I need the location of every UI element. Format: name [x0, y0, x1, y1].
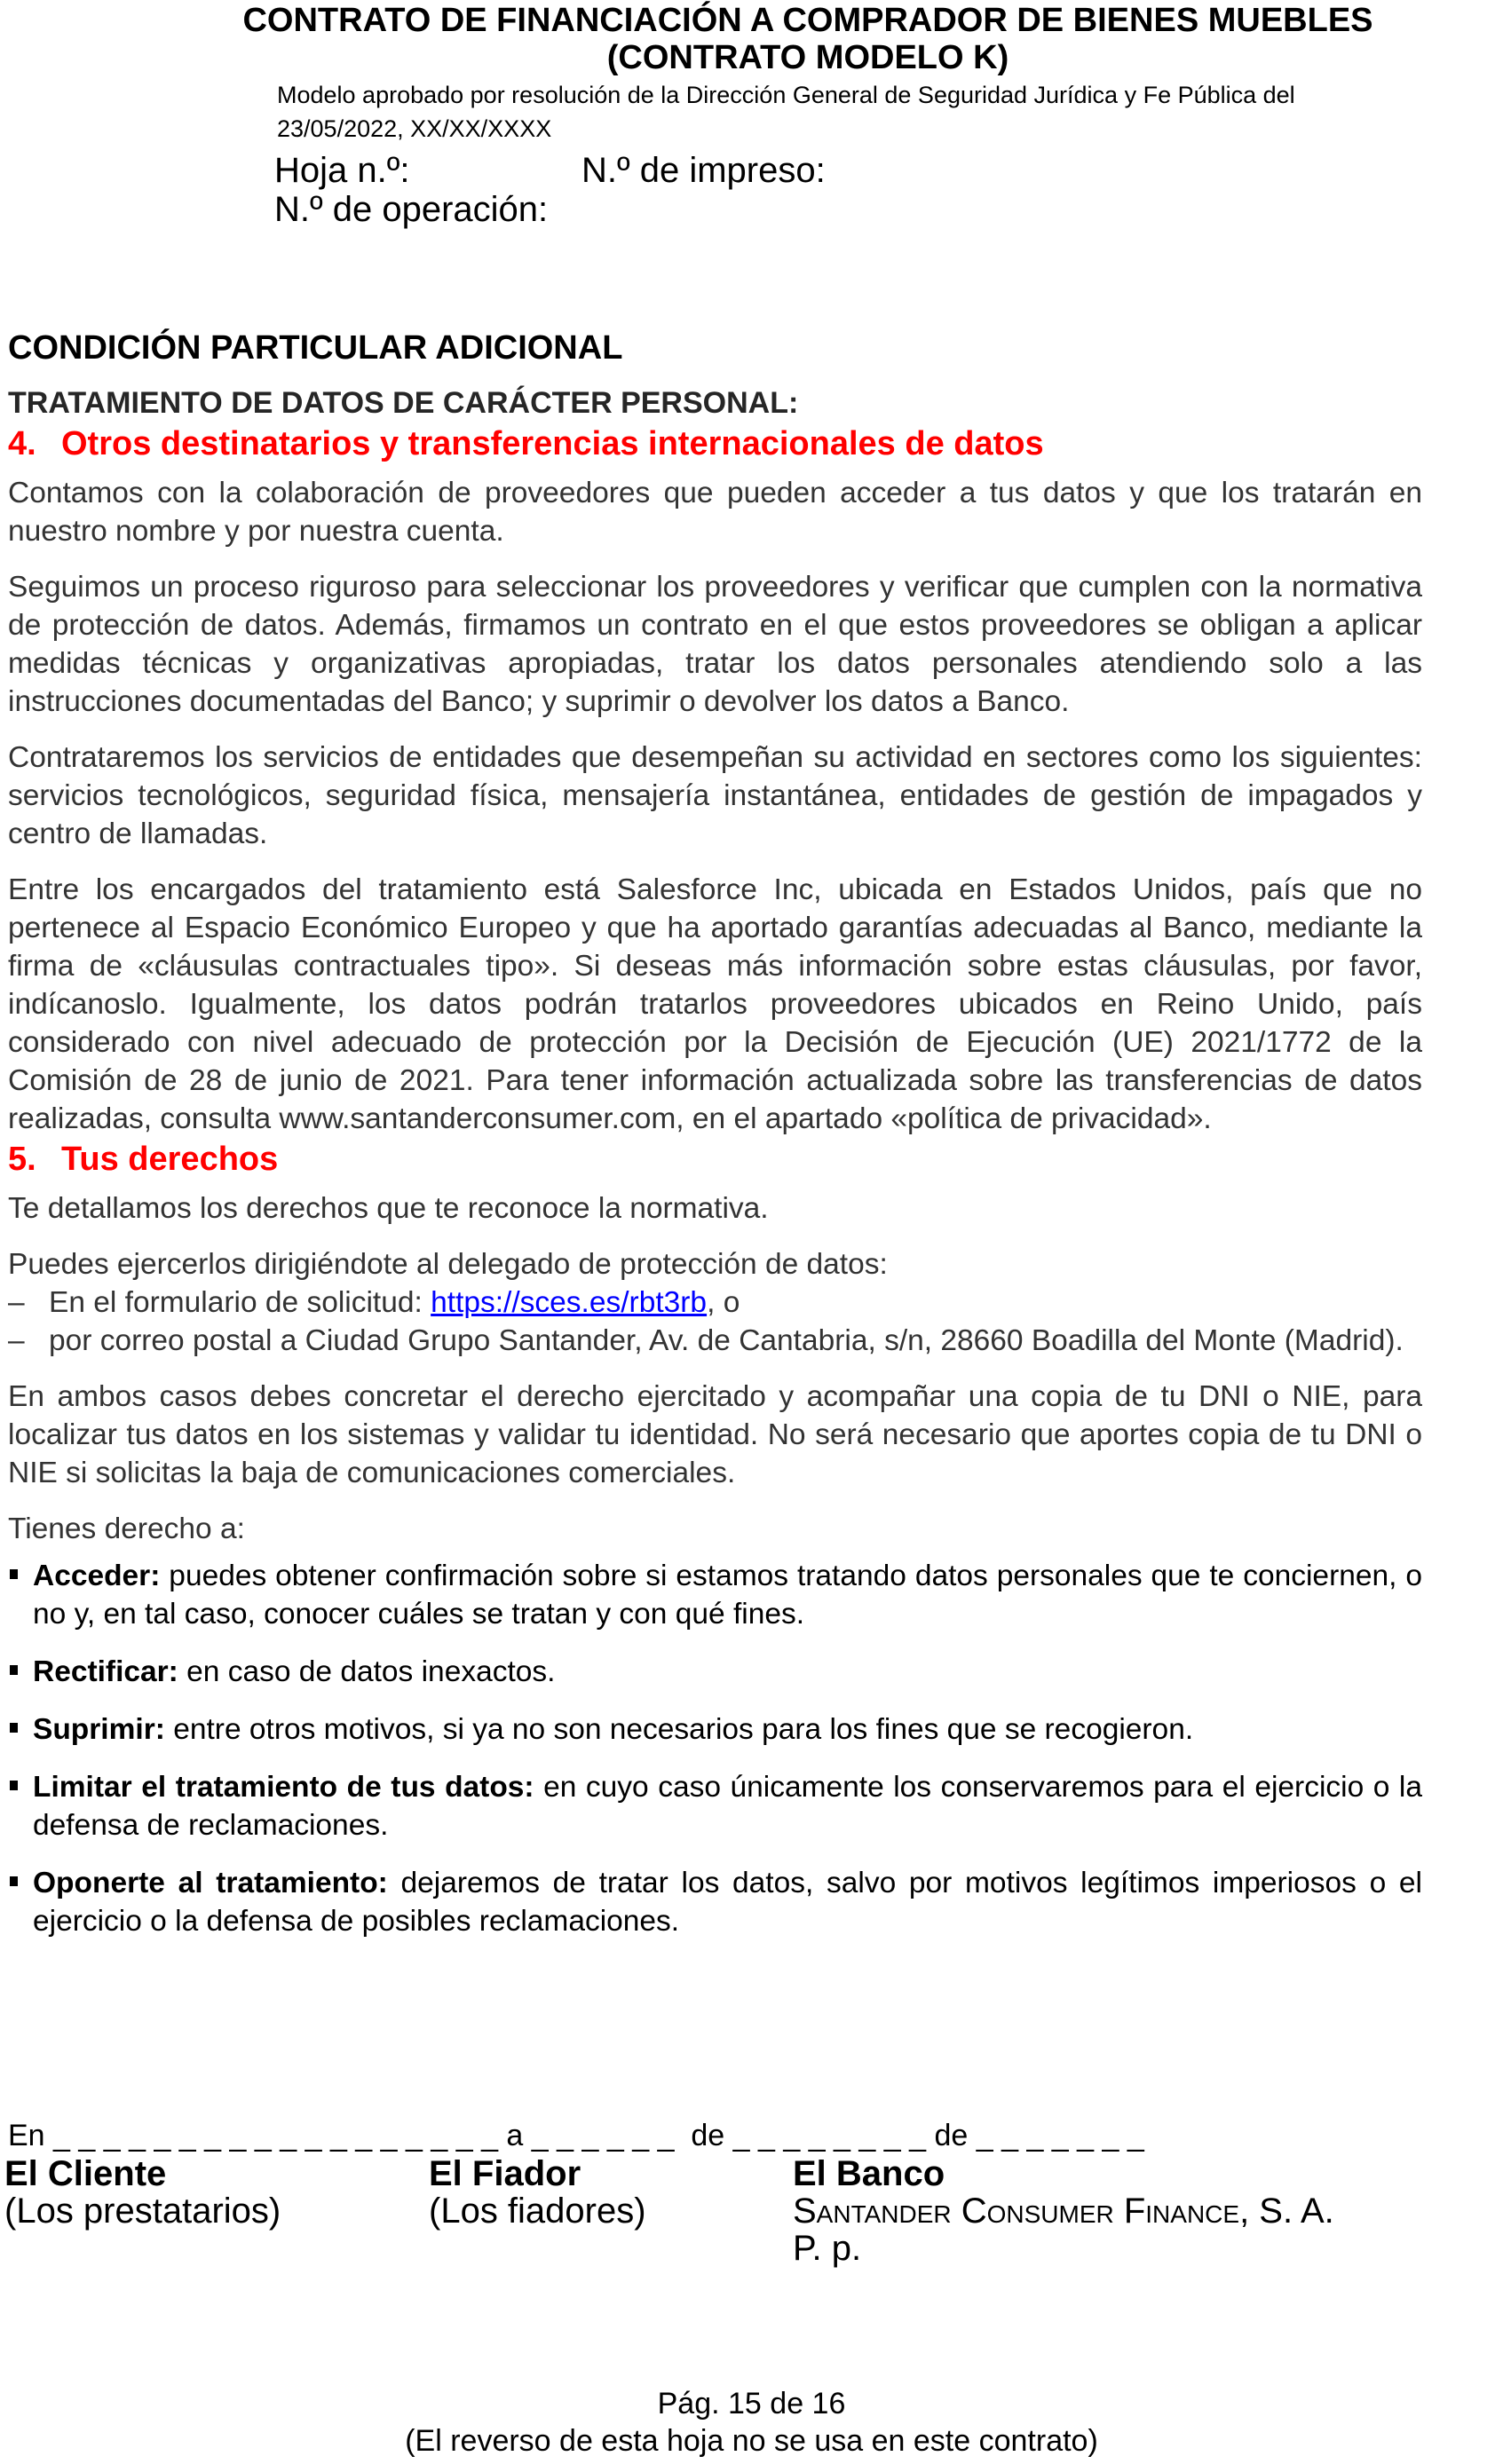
- signature-fiador: [429, 2155, 646, 2230]
- signature-banco: [793, 2155, 1494, 2267]
- reverse-note: (El reverso de esta hoja no se usa en este contrato): [405, 2424, 1098, 2458]
- section-4-paragraph: Entre los encargados del tratamiento está Salesforce Inc, ubicada en Estados Unidos, país que no pertenece al Espacio Económico Europeo y que ha aportado garantías adecuadas al Banco, mediante la firma de «cláusulas contractuales tipo». Si deseas más información sobre estas cláusulas, por favor, indícanoslo. Igualmente, los datos podrán tratarlos proveedores ubicados en Reino Unido, país considerado con nivel adecuado de protección por la Decisión de Ejecución (UE) 2021/1772 de la Comisión de 28 de junio de 2021. Para tener información actualizada sobre las transferencias de datos realizadas, consulta www.santanderconsumer.com, en el apartado «política de privacidad».: [8, 873, 1422, 1135]
- signature-role-cliente: El Cliente: [4, 2154, 167, 2193]
- section-4-heading: [8, 424, 1422, 463]
- right-description: en caso de datos inexactos.: [178, 1655, 556, 1688]
- document-body: [8, 328, 1422, 1960]
- signature-role-fiador: El Fiador: [429, 2154, 581, 2193]
- condicion-heading: CONDICIÓN PARTICULAR ADICIONAL: [8, 329, 623, 367]
- contact-method-post: [8, 1322, 1422, 1360]
- section-4-title: Otros destinatarios y transferencias internacionales de datos: [61, 425, 1044, 462]
- right-item-oponerte: [8, 1864, 1422, 1940]
- contact-intro: Puedes ejercerlos dirigiéndote al delegado de protección de datos:: [8, 1248, 888, 1281]
- section-4-paragraph: Seguimos un proceso riguroso para seleccionar los proveedores y verificar que cumplen con la normativa de protección de datos. Además, firmamos un contrato en el que estos proveedores se obligan a aplicar medidas técnicas y organizativas apropiadas, tratar los datos personales atendiendo solo a las instrucciones documentadas del Banco; y suprimir o devolver los datos a Banco.: [8, 571, 1422, 718]
- bank-name: Santander Consumer Finance, S. A.: [793, 2192, 1334, 2231]
- right-term: Rectificar:: [33, 1655, 178, 1688]
- contact-form-label: En el formulario de solicitud:: [49, 1286, 431, 1319]
- tratamiento-heading: TRATAMIENTO DE DATOS DE CARÁCTER PERSONAL:: [8, 386, 799, 420]
- contact-methods-list: [8, 1283, 1422, 1360]
- right-item-rectificar: [8, 1653, 1422, 1691]
- operacion-field-label: N.º de operación:: [274, 190, 549, 229]
- right-item-acceder: [8, 1557, 1422, 1633]
- signature-role-banco: El Banco: [793, 2154, 945, 2193]
- section-5-heading: [8, 1140, 1422, 1179]
- square-bullet-icon: [10, 1665, 18, 1675]
- signature-sub-cliente: (Los prestatarios): [4, 2192, 281, 2231]
- section-4-paragraph: Contrataremos los servicios de entidades que desempeñan su actividad en sectores como los siguientes: servicios tecnológicos, seguridad física, mensajería instantánea, entidades de gestión de impagados y centro de llamadas.: [8, 741, 1422, 850]
- contact-method-form: [8, 1283, 1422, 1322]
- section-5-title: Tus derechos: [61, 1141, 279, 1178]
- impreso-field-label: N.º de impreso:: [581, 151, 826, 190]
- section-5-number: 5.: [8, 1141, 36, 1178]
- right-term: Suprimir:: [33, 1713, 165, 1746]
- right-description: entre otros motivos, si ya no son necesarios para los fines que se recogieron.: [164, 1713, 1194, 1746]
- place-date-line: En _ _ _ _ _ _ _ _ _ _ _ _ _ _ _ _ _ _ a _ _ _ _ _ _ de _ _ _ _ _ _ _ _ de _ _ _ _ _ _ _: [8, 2119, 1144, 2152]
- requirements-paragraph: En ambos casos debes concretar el derecho ejercitado y acompañar una copia de tu DNI o NIE, para localizar tus datos en los sistemas y validar tu identidad. No será necesario que aportes copia de tu DNI o NIE si solicitas la baja de comunicaciones comerciales.: [8, 1380, 1422, 1489]
- postal-address: por correo postal a Ciudad Grupo Santander, Av. de Cantabria, s/n, 28660 Boadilla del Monte (Madrid).: [49, 1324, 1404, 1357]
- rights-list-intro: Tienes derecho a:: [8, 1512, 245, 1545]
- right-term: Acceder:: [33, 1560, 161, 1592]
- signature-sub-fiador: (Los fiadores): [429, 2192, 646, 2231]
- right-term: Oponerte al tratamiento:: [33, 1867, 388, 1899]
- document-title-line-2: (CONTRATO MODELO K): [606, 39, 1009, 76]
- square-bullet-icon: [10, 1723, 18, 1733]
- contact-form-suffix: , o: [707, 1286, 740, 1319]
- rights-intro: Te detallamos los derechos que te reconoce la normativa.: [8, 1192, 769, 1225]
- right-description: puedes obtener confirmación sobre si estamos tratando datos personales que te conciernen, o no y, en tal caso, conocer cuáles se tratan y con qué fines.: [33, 1560, 1422, 1631]
- signature-cliente: [4, 2155, 281, 2230]
- hoja-field-label: Hoja n.º:: [274, 151, 410, 190]
- document-title-line-1: CONTRATO DE FINANCIACIÓN A COMPRADOR DE BIENES MUEBLES: [242, 2, 1373, 39]
- approval-note-line-1: Modelo aprobado por resolución de la Dirección General de Seguridad Jurídica y Fe Pública del: [277, 82, 1295, 108]
- page-number: Pág. 15 de 16: [657, 2387, 846, 2421]
- square-bullet-icon: [10, 1876, 18, 1886]
- section-4-paragraph: Contamos con la colaboración de proveedores que pueden acceder a tus datos y que los tratarán en nuestro nombre y por nuestra cuenta.: [8, 477, 1422, 548]
- dash-bullet-icon: –: [8, 1286, 25, 1319]
- square-bullet-icon: [10, 1569, 18, 1579]
- rights-list: [8, 1557, 1422, 1940]
- approval-note-line-2: 23/05/2022, XX/XX/XXXX: [277, 115, 552, 142]
- right-description: en cuyo caso únicamente los conservaremos para el ejercicio o la defensa de reclamaciones.: [33, 1771, 1422, 1842]
- dash-bullet-icon: –: [8, 1324, 25, 1357]
- right-item-suprimir: [8, 1710, 1422, 1749]
- right-item-limitar: [8, 1768, 1422, 1844]
- section-4-number: 4.: [8, 425, 36, 462]
- request-form-link[interactable]: https://sces.es/rbt3rb: [431, 1286, 708, 1319]
- right-description: dejaremos de tratar los datos, salvo por motivos legítimos imperiosos o el ejercicio o la defensa de posibles reclamaciones.: [33, 1867, 1422, 1938]
- right-term: Limitar el tratamiento de tus datos:: [33, 1771, 534, 1804]
- square-bullet-icon: [10, 1781, 18, 1790]
- bank-pp: P. p.: [793, 2229, 862, 2268]
